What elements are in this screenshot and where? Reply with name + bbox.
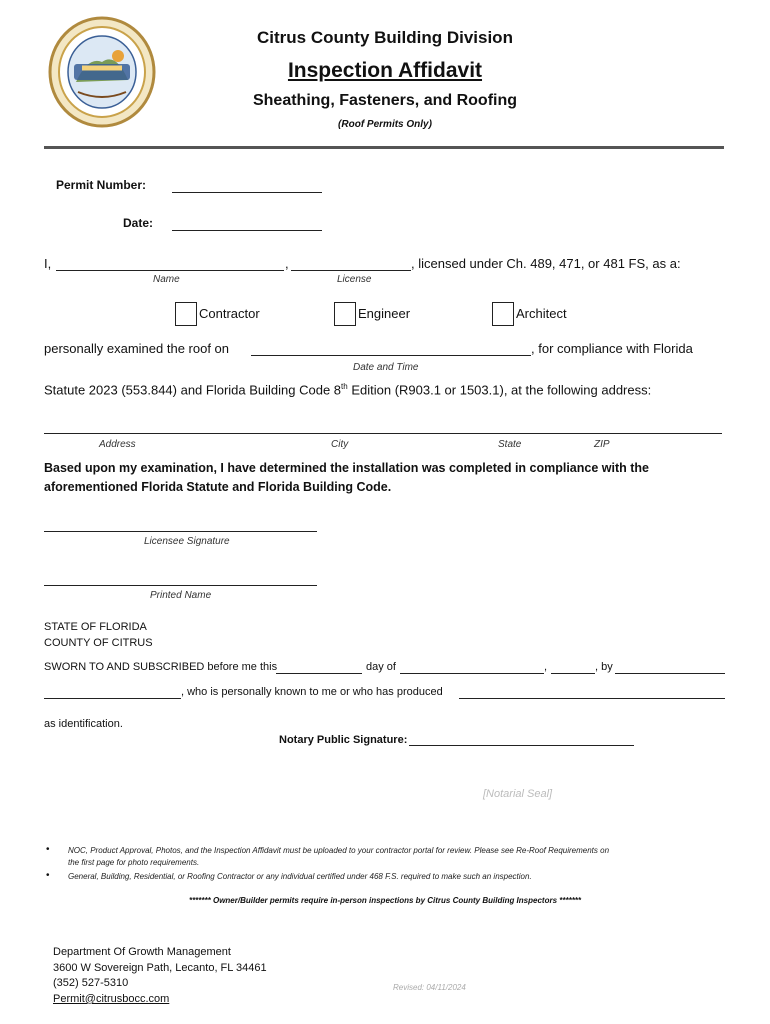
address-field[interactable] (44, 433, 722, 434)
city-caption: City (331, 439, 349, 450)
scope-note: (Roof Permits Only) (338, 119, 432, 130)
licensee-signature-caption: Licensee Signature (144, 536, 230, 547)
by-text: , by (595, 661, 613, 673)
printed-name-field[interactable] (44, 585, 317, 586)
engineer-label: Engineer (358, 306, 411, 321)
date-time-field[interactable] (251, 355, 531, 356)
sworn-month-field[interactable] (400, 673, 544, 674)
contractor-label: Contractor (199, 306, 260, 321)
bullet-icon: • (46, 870, 50, 881)
footer-email-link[interactable]: Permit@citrusbocc.com (53, 993, 170, 1005)
owner-builder-note: ******* Owner/Builder permits require in-person inspections by Citrus County Building Inspectors ******* (188, 896, 582, 905)
identification-text: as identification. (44, 718, 123, 730)
sworn-day-field[interactable] (276, 673, 362, 674)
note-1-line-1: NOC, Product Approval, Photos, and the Inspection Affidavit must be uploaded to your contractor portal for review. Please see Re-Roof Requirements on (68, 846, 610, 855)
statute-text (44, 382, 651, 397)
date-time-caption: Date and Time (353, 362, 419, 373)
statute-pre: Statute 2023 (553.844) and Florida Building Code 8 (44, 382, 342, 398)
bullet-icon: • (46, 844, 50, 855)
header-divider (44, 146, 724, 149)
state-caption: State (498, 439, 522, 450)
statute-post: Edition (R903.1 or 1503.1), at the following address: (347, 382, 652, 398)
revised-date: Revised: 04/11/2024 (393, 983, 466, 992)
licensee-signature-field[interactable] (44, 531, 317, 532)
sworn-by-field[interactable] (615, 673, 725, 674)
notary-county: COUNTY OF CITRUS (44, 637, 153, 649)
address-caption: Address (99, 439, 136, 450)
examined-text: personally examined the roof on (44, 341, 230, 356)
printed-name-caption: Printed Name (150, 590, 212, 601)
license-field[interactable] (291, 270, 411, 271)
identification-field[interactable] (459, 698, 725, 699)
contractor-checkbox[interactable] (175, 302, 197, 326)
statement-comma: , (285, 256, 289, 271)
footer-address: 3600 W Sovereign Path, Lecanto, FL 34461 (53, 962, 267, 974)
date-field[interactable] (172, 230, 322, 231)
notary-state: STATE OF FLORIDA (44, 621, 147, 633)
page-title: Inspection Affidavit (287, 59, 483, 82)
licensed-text: , licensed under Ch. 489, 471, or 481 FS, as a: (411, 256, 681, 271)
name-caption: Name (153, 274, 180, 285)
day-of-text: day of (366, 661, 396, 673)
notary-signature-field[interactable] (409, 745, 634, 746)
footer-phone: (352) 527-5310 (53, 977, 129, 989)
statute-sup: th (341, 382, 348, 391)
footer-dept: Department Of Growth Management (53, 946, 231, 958)
known-text: , who is personally known to me or who has produced (181, 686, 443, 698)
certification-line-2: aforementioned Florida Statute and Florida Building Code. (44, 480, 392, 494)
certification-line-1: Based upon my examination, I have determined the installation was completed in compliance with the (44, 461, 649, 475)
page-subtitle: Sheathing, Fasteners, and Roofing (252, 92, 518, 109)
engineer-checkbox[interactable] (334, 302, 356, 326)
notarial-seal-placeholder: [Notarial Seal] (483, 788, 553, 800)
architect-checkbox[interactable] (492, 302, 514, 326)
name-field[interactable] (56, 270, 284, 271)
note-2: General, Building, Residential, or Roofing Contractor or any individual certified under 468 F.S. required to make such an inspection. (68, 872, 532, 881)
sworn-text: SWORN TO AND SUBSCRIBED before me this (44, 661, 278, 673)
division-title: Citrus County Building Division (257, 28, 513, 47)
zip-caption: ZIP (594, 439, 610, 450)
sworn-year-field[interactable] (551, 673, 595, 674)
notary-comma: , (544, 661, 548, 673)
statement-i: I, (44, 256, 52, 271)
date-label: Date: (123, 216, 154, 230)
permit-number-field[interactable] (172, 192, 322, 193)
license-caption: License (337, 274, 372, 285)
notary-signature-label: Notary Public Signature: (279, 734, 408, 746)
permit-number-label: Permit Number: (56, 178, 147, 192)
compliance-text: , for compliance with Florida (531, 341, 693, 356)
architect-label: Architect (516, 306, 567, 321)
known-person-field[interactable] (44, 698, 181, 699)
note-1-line-2: the first page for photo requirements. (68, 858, 200, 867)
